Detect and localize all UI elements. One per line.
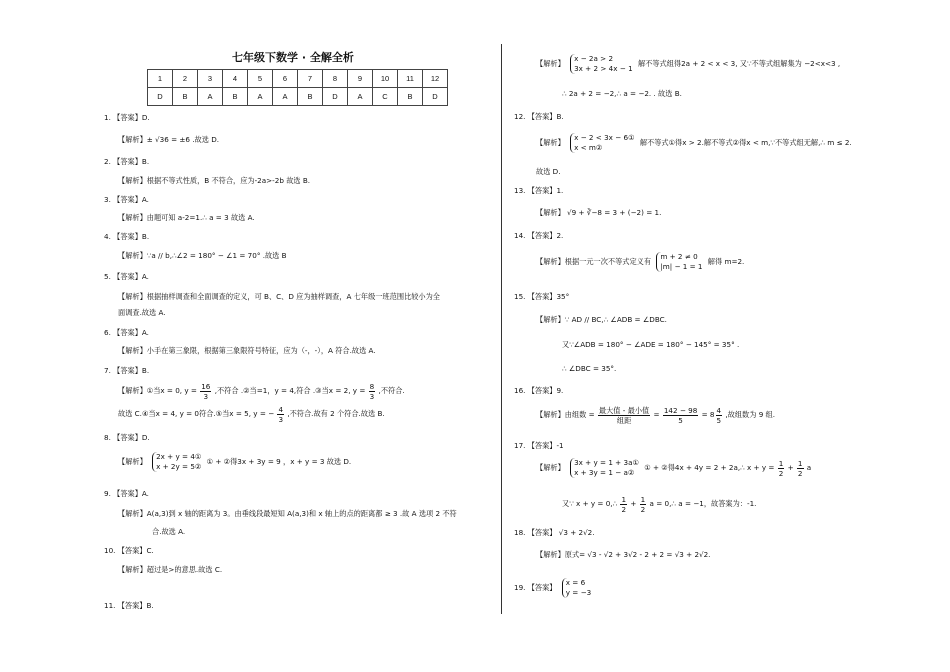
variable: a [806, 463, 812, 472]
answer-key-table [147, 69, 448, 106]
fraction [663, 406, 698, 425]
q16-conclusion: ,故组数为 9 组. [725, 410, 776, 419]
q1-analysis: 【解析】± √36 = ±6 .故选 D. [118, 135, 220, 144]
q2-answer: 2. 【答案】B. [104, 157, 150, 166]
q9-analysis-line1: 【解析】A(a,3)到 x 轴的距离为 3。由垂线段最短知 A(a,3)和 x 轴上的点的距离都 ≥ 3 .故 A 选项 2 不符 [118, 509, 457, 518]
key-answer: C [373, 88, 398, 106]
q11-analysis-line2: ∴ 2a + 2 = −2,∴ a = −2. . 故选 B. [562, 89, 682, 98]
q9-analysis-line2: 合.故选 A. [152, 527, 186, 536]
key-answer: B [173, 88, 198, 106]
denominator: 2 [640, 504, 646, 514]
q9-answer: 9. 【答案】A. [104, 489, 149, 498]
fraction [200, 382, 211, 401]
key-answer: A [273, 88, 298, 106]
q1-answer: 1. 【答案】D. [104, 113, 150, 122]
key-number: 5 [248, 70, 273, 88]
solution-system [562, 578, 591, 598]
numerator: 8 [369, 381, 375, 391]
mixed-number-whole: = 8 [701, 410, 715, 419]
key-number: 1 [148, 70, 173, 88]
q8-analysis [118, 452, 351, 472]
fraction [620, 495, 627, 514]
q12-analysis-line2: 故选 D. [536, 167, 561, 176]
q12-analysis [536, 133, 852, 153]
q19-answer [514, 578, 594, 598]
numerator: 4 [278, 404, 284, 414]
q11-analysis [536, 54, 840, 74]
q7-text-c: ,不符合. [378, 386, 405, 395]
key-answer: A [348, 88, 373, 106]
q16-answer: 16. 【答案】9. [514, 386, 564, 395]
key-answer: D [423, 88, 448, 106]
analysis-label: 【解析】 [118, 457, 147, 466]
equation-system [570, 458, 639, 478]
q15-answer: 15. 【答案】35° [514, 292, 570, 301]
denominator: 组距 [616, 415, 632, 425]
q5-analysis-line2: 面调查.故选 A. [118, 308, 166, 317]
analysis-label: 【解析】 [536, 59, 565, 68]
q17-analysis-line2 [562, 494, 756, 514]
key-answer: D [323, 88, 348, 106]
q4-analysis: 【解析】∵a // b,∴∠2 = 180° − ∠1 = 70° .故选 B [118, 251, 287, 260]
equation: x + 3y = 1 − a② [574, 468, 635, 477]
numerator: 4 [716, 405, 722, 415]
denominator: 5 [716, 415, 722, 425]
fraction [277, 405, 284, 424]
q7-analysis-line2 [118, 404, 385, 424]
fraction [640, 495, 647, 514]
q14-conclusion: 解得 m=2. [707, 257, 745, 266]
key-number: 7 [298, 70, 323, 88]
q17-step: 又∵ x + y = 0,∴ [562, 499, 618, 508]
q15-analysis-line1: 【解析】∵ AD // BC,∴ ∠ADB = ∠DBC. [536, 315, 667, 324]
key-number: 11 [398, 70, 423, 88]
key-number: 10 [373, 70, 398, 88]
key-number: 6 [273, 70, 298, 88]
q7-text-b: ,不符合 .②当=1，y = 4,符合 .③当x = 2, y = [214, 386, 366, 395]
fraction [797, 459, 804, 478]
numerator: 1 [621, 494, 627, 504]
q2-analysis: 【解析】根据不等式性质，B 不符合，应为-2a>-2b 故选 B. [118, 176, 311, 185]
q14-answer: 14. 【答案】2. [514, 231, 564, 240]
q15-analysis-line2: 又∵∠ADB = 180° − ∠ADE = 180° − 145° = 35° . [562, 340, 740, 349]
numerator: 1 [797, 458, 803, 468]
q17-conclusion: a = 0,∴ a = −1，故答案为：-1. [649, 499, 757, 508]
analysis-label: 【解析】由组数 = [536, 410, 595, 419]
fraction [369, 382, 376, 401]
numerator: 16 [201, 381, 211, 391]
q17-answer: 17. 【答案】-1 [514, 441, 564, 450]
denominator: 3 [278, 414, 284, 424]
key-answer: A [248, 88, 273, 106]
q15-analysis-line3: ∴ ∠DBC = 35°. [562, 364, 617, 373]
denominator: 2 [778, 468, 784, 478]
inequality: x < m② [574, 143, 603, 152]
key-number: 2 [173, 70, 198, 88]
denominator: 2 [797, 468, 803, 478]
fraction [778, 459, 785, 478]
plus-sign: + [630, 499, 637, 508]
q8-conclusion: ① + ②得3x + 3y = 9 ，x + y = 3 故选 D. [206, 457, 352, 466]
q13-answer: 13. 【答案】1. [514, 186, 564, 195]
analysis-label: 【解析】根据一元一次不等式定义有 [536, 257, 652, 266]
key-answer: A [198, 88, 223, 106]
q11-conclusion: 解不等式组得2a + 2 < x < 3, 又∵不等式组解集为 −2<x<3 , [637, 59, 841, 68]
q17-analysis [536, 458, 811, 478]
q18-analysis: 【解析】原式= √3 - √2 + 3√2 - 2 + 2 = √3 + 2√2. [536, 550, 711, 559]
key-answer: B [398, 88, 423, 106]
q7-text-a: 【解析】①当x = 0, y = [118, 386, 197, 395]
denominator: 2 [621, 504, 627, 514]
key-number: 3 [198, 70, 223, 88]
q11-answer: 11. 【答案】B. [104, 601, 154, 610]
equation: 3x + y = 1 + 3a① [574, 458, 639, 467]
q3-analysis: 【解析】由题可知 a-2=1.∴ a = 3 故选 A. [118, 213, 255, 222]
key-answer: B [298, 88, 323, 106]
q17-step: ① + ②得4x + 4y = 2 + 2a,∴ x + y = [644, 463, 775, 472]
fraction [716, 406, 723, 425]
q4-answer: 4. 【答案】B. [104, 232, 150, 241]
condition-system [656, 252, 702, 272]
key-answer: D [148, 88, 173, 106]
numerator: 1 [640, 494, 646, 504]
condition: |m| − 1 = 1 [660, 262, 703, 271]
q18-answer: 18. 【答案】 √3 + 2√2. [514, 528, 595, 537]
q12-conclusion: 解不等式①得x > 2.解不等式②得x < m,∵不等式组无解,∴ m ≤ 2. [639, 138, 852, 147]
analysis-label: 【解析】 [536, 138, 565, 147]
answer-key-numbers-row [148, 70, 448, 88]
q7-text-e: ,不符合.故有 2 个符合.故选 B. [287, 409, 385, 418]
inequality-system [570, 54, 633, 74]
q13-analysis: 【解析】 √9 + ∛−8 = 3 + (−2) = 1. [536, 208, 662, 217]
equation-system [152, 452, 201, 472]
condition: m + 2 ≠ 0 [660, 252, 698, 261]
inequality: x − 2a > 2 [574, 54, 614, 63]
q10-answer: 10. 【答案】C. [104, 546, 154, 555]
key-number: 9 [348, 70, 373, 88]
numerator: 最大值 - 最小值 [598, 405, 650, 415]
solution: y = −3 [565, 588, 592, 597]
denominator: 5 [678, 415, 683, 425]
denominator: 3 [369, 391, 375, 401]
inequality: 3x + 2 > 4x − 1 [574, 64, 633, 73]
q10-analysis: 【解析】超过是>的意思.故选 C. [118, 565, 223, 574]
column-divider [501, 44, 502, 614]
equals-sign: = [653, 410, 660, 419]
plus-sign: + [787, 463, 794, 472]
answer-key-answers-row [148, 88, 448, 106]
q5-answer: 5. 【答案】A. [104, 272, 149, 281]
equation: 2x + y = 4① [156, 452, 202, 461]
denominator: 3 [203, 391, 209, 401]
numerator: 1 [778, 458, 784, 468]
inequality-system [570, 133, 634, 153]
q6-answer: 6. 【答案】A. [104, 328, 149, 337]
q3-answer: 3. 【答案】A. [104, 195, 149, 204]
solution: x = 6 [565, 578, 586, 587]
key-number: 12 [423, 70, 448, 88]
q7-answer: 7. 【答案】B. [104, 366, 150, 375]
key-answer: B [223, 88, 248, 106]
inequality: x − 2 < 3x − 6① [574, 133, 635, 142]
answer-label: 19. 【答案】 [514, 583, 557, 592]
q7-analysis-line1 [118, 381, 405, 401]
q8-answer: 8. 【答案】D. [104, 433, 150, 442]
key-number: 4 [223, 70, 248, 88]
page-title: 七年级下数学 · 全解全析 [232, 51, 354, 64]
analysis-label: 【解析】 [536, 463, 565, 472]
q12-answer: 12. 【答案】B. [514, 112, 564, 121]
q14-analysis [536, 252, 744, 272]
q6-analysis: 【解析】小手在第三象限，根据第三象限符号特征，应为（-，-），A 符合.故选 A. [118, 346, 376, 355]
numerator: 142 − 98 [663, 405, 698, 415]
q7-text-d: 故选 C.④当x = 4, y = 0符合.⑤当x = 5, y = − [118, 409, 275, 418]
q5-analysis-line1: 【解析】根据抽样调查和全面调查的定义，可 B、C、D 应为抽样调查，A 七年级一班范围比较小为全 [118, 292, 440, 301]
equation: x + 2y = 5② [156, 462, 202, 471]
key-number: 8 [323, 70, 348, 88]
fraction [598, 406, 650, 425]
q16-analysis [536, 405, 775, 425]
